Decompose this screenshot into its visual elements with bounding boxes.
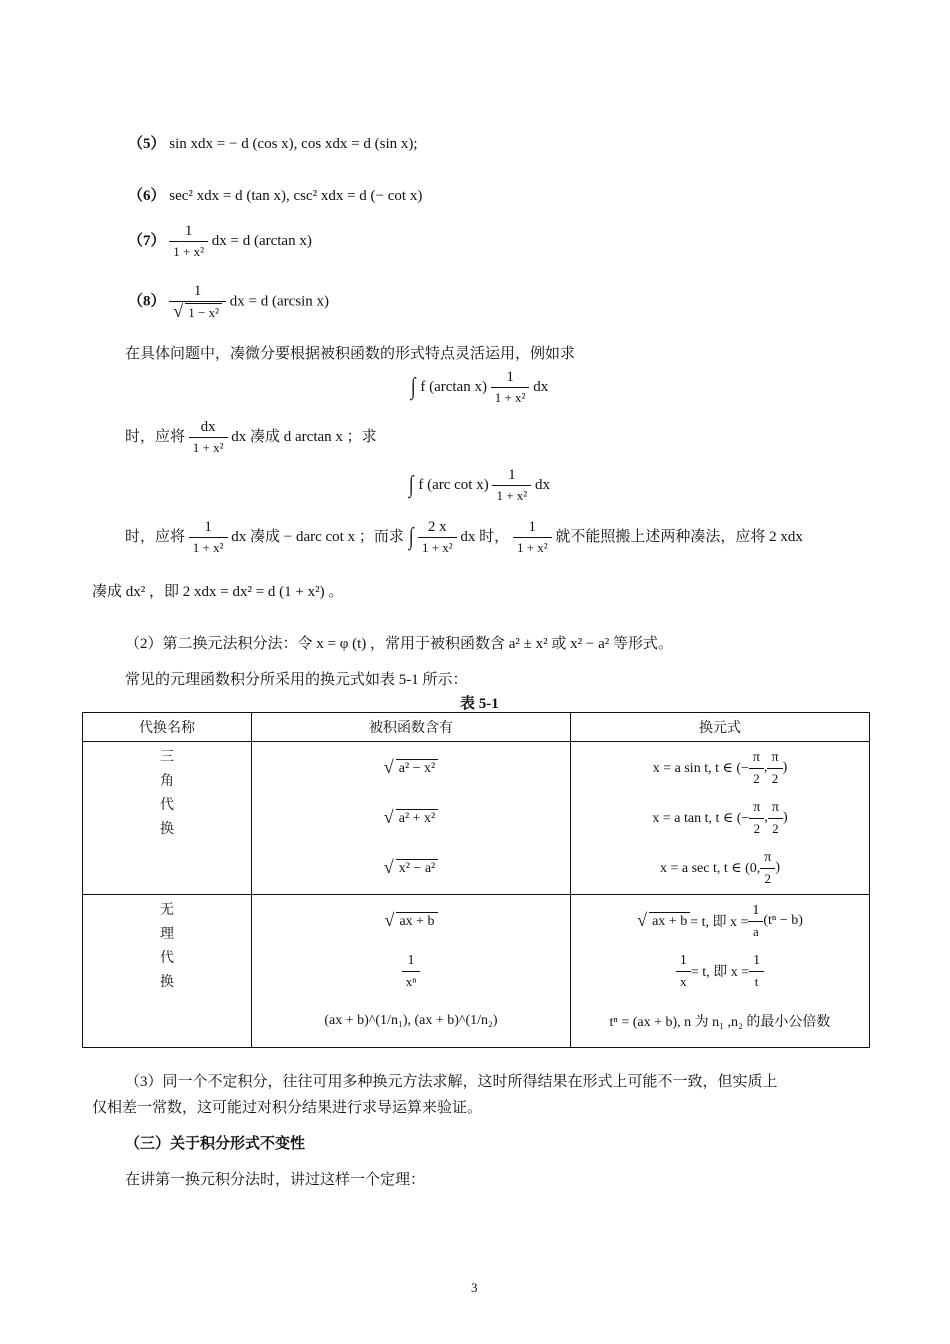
table-row <box>83 742 870 895</box>
paragraph-7a: （3）同一个不定积分，往往可用多种换元方法求解，这时所得结果在形式上可能不一致，但实质上 <box>125 1074 778 1090</box>
formula-7-denominator: 1 + x² <box>173 244 204 259</box>
integral-sign: ∫ <box>408 472 414 498</box>
formula-8 <box>128 282 329 322</box>
paragraph-7b: 仅相差一常数，这可能过对积分结果进行求导运算来验证。 <box>92 1100 483 1116</box>
paragraph-3-fraction-3: $\frac{1}{\text{1 + x²}}$ <box>513 518 552 557</box>
group-name-cell: 无 理 代 换 <box>83 895 252 1048</box>
integrand-cell: √ ax + b $\frac{1}{\text{xⁿ}}$ (ax + b)^(1/n₁), (ax + b)^(1/n₂) <box>252 895 571 1048</box>
table-header-cell: 被积函数含有 <box>252 713 571 742</box>
formula-7 <box>128 222 312 261</box>
display-integral-2 <box>408 466 550 505</box>
paragraph-4: 凑成 dx² ，即 2 xdx = dx² = d (1 + x²) 。 <box>92 584 344 600</box>
display-2-lhs: f (arc cot x) <box>418 476 489 493</box>
table-header-cell: 换元式 <box>571 713 870 742</box>
integrand-cell: √ a² − x² √ a² + x² √ x² − a² <box>252 742 571 895</box>
paragraph-3-fraction-1: $\frac{1}{\text{1 + x²}}$ <box>189 518 228 557</box>
formula-5-text: sin xdx = − d (cos x), cos xdx = d (sin x); <box>169 136 418 152</box>
substitution-cell: x = a sin t, t ∈ (− $\frac{\pi}{2}$ , $\frac{\pi}{2}$ ) x = a tan t, t ∈ (− $\frac{\pi}{2}$ , $\frac{\pi}{2}$ ) x = a sec t, t ∈ (0, $\frac{\pi}{2}$ ) <box>571 742 870 895</box>
formula-7-rhs: dx = d (arctan x) <box>211 232 312 249</box>
integral-sign: ∫ <box>408 524 414 550</box>
paragraph-2-fraction: $\frac{dx}{\text{1 + x²}}$ <box>189 418 228 457</box>
formula-7-fraction <box>169 222 208 261</box>
formula-8-rhs: dx = d (arcsin x) <box>229 293 330 310</box>
formula-8-numerator: 1 <box>169 282 226 302</box>
display-2-rhs: dx <box>534 476 550 493</box>
integral-sign: ∫ <box>410 374 416 400</box>
formula-7-label: （7） <box>128 232 166 249</box>
display-2-fraction: $\frac{1}{\text{1 + x²}}$ <box>492 466 531 505</box>
formula-8-fraction <box>169 282 226 322</box>
formula-6-label: （6） <box>128 188 166 204</box>
formula-8-denominator: √ 1 − x² <box>169 302 226 322</box>
display-1-rhs: dx <box>533 378 549 395</box>
formula-5 <box>128 132 418 153</box>
formula-8-label: （8） <box>128 293 166 310</box>
substitution-table <box>82 712 870 1048</box>
table-caption: 表 5-1 <box>460 696 499 712</box>
paragraph-1: 在具体问题中，凑微分要根据被积函数的形式特点灵活运用，例如求 <box>125 346 576 362</box>
formula-5-label: （5） <box>128 136 166 152</box>
paragraph-6: 常见的元理函数积分所采用的换元式如表 5-1 所示： <box>125 672 468 688</box>
paragraph-5: （2）第二换元法积分法：令 x = φ (t) ，常用于被积函数含 a² ± x² 或 x² − a² 等形式。 <box>125 636 674 652</box>
table-header-row <box>83 713 870 742</box>
formula-6-text: sec² xdx = d (tan x), csc² xdx = d (− cot x) <box>169 188 423 204</box>
display-1-lhs: f (arctan x) <box>420 378 487 395</box>
display-1-fraction: $\frac{1}{\text{1 + x²}}$ <box>491 368 530 407</box>
paragraph-3: 时，应将 $\frac{1}{\text{1 + x²}}$ dx 凑成 − darc cot x ；而求 ∫ $\frac{2 x}{\text{1 + x²}}$ dx 时， $\frac{1}{\text{1 + x²}}$ 就不能照搬上述两种凑法，应将 2 xdx <box>125 519 803 555</box>
group-name-cell: 三 角 代 换 <box>83 742 252 895</box>
table-row <box>83 895 870 1048</box>
display-integral-1 <box>410 368 548 407</box>
paragraph-8: 在讲第一换元积分法时，讲过这样一个定理： <box>125 1172 426 1188</box>
page-number: 3 <box>471 1280 478 1295</box>
formula-6 <box>128 184 422 205</box>
section-heading: （三）关于积分形式不变性 <box>125 1134 306 1152</box>
paragraph-3-fraction-2: $\frac{2 x}{\text{1 + x²}}$ <box>418 518 457 557</box>
table-header-cell: 代换名称 <box>83 713 252 742</box>
formula-7-numerator: 1 <box>169 222 208 242</box>
substitution-cell: √ ax + b = t, 即 x = $\frac{1}{a}$ (tⁿ − b) $\frac{1}{x}$ = t, 即 x = $\frac{1}{t}$ tⁿ = (ax + b), n 为 n₁ ,n₂ 的最小公倍数 <box>571 895 870 1048</box>
paragraph-2: 时，应将 $\frac{dx}{\text{1 + x²}}$ dx 凑成 d arctan x ；求 <box>125 419 377 455</box>
